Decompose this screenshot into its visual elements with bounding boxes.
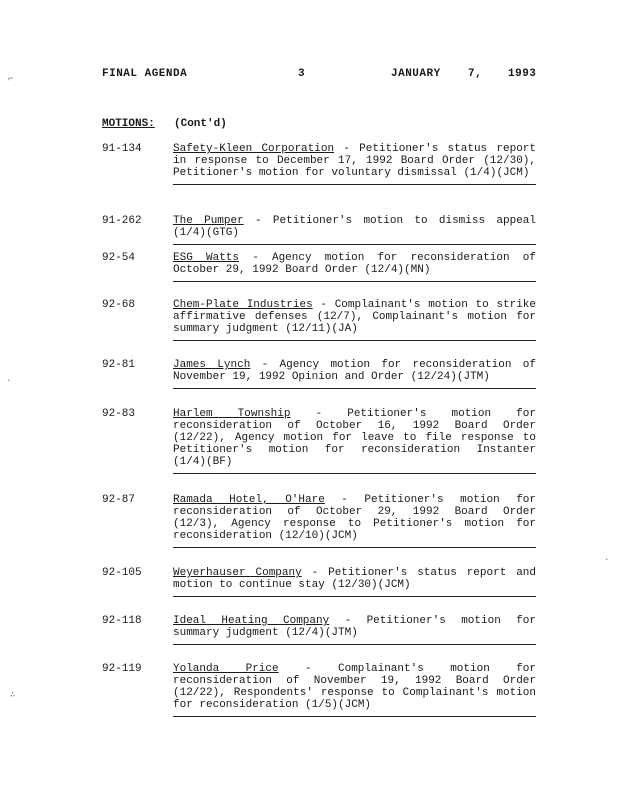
scan-speck: ·	[6, 376, 12, 386]
motion-description: - Petitioner's status report in response to December 17, 1992 Board Order (12/30), Petitioner's motion for voluntary dismissal (1/4)(JCM)	[173, 143, 536, 179]
party-name: James Lynch	[173, 359, 251, 371]
motion-description: - Agency motion for reconsideration of November 19, 1992 Opinion and Order (12/24)(JTM)	[173, 359, 536, 383]
scan-speck: ⌐	[8, 74, 14, 84]
docket-number: 91-262	[102, 215, 142, 227]
docket-number: 92-87	[102, 494, 136, 506]
motion-text	[173, 663, 536, 717]
docket-number: 92-54	[102, 252, 136, 264]
party-name: Safety-Kleen Corporation	[173, 143, 335, 155]
scan-speck: ∴	[10, 690, 16, 700]
motion-item	[102, 252, 536, 282]
motion-text	[173, 408, 536, 474]
docket-number: 92-83	[102, 408, 136, 420]
motion-text	[173, 215, 536, 245]
header-year: 1993	[508, 68, 537, 80]
section-continued: (Cont'd)	[174, 118, 227, 130]
section-heading	[102, 118, 227, 130]
party-name: Weyerhauser Company	[173, 567, 302, 579]
docket-number: 92-118	[102, 615, 142, 627]
motion-description: - Petitioner's motion for reconsideration of October 16, 1992 Board Order (12/22), Agency motion for leave to file response to Petitioner's motion for reconsideration Instanter (1/4)(BF)	[173, 408, 536, 468]
motion-text	[173, 252, 536, 282]
party-name: Yolanda Price	[173, 663, 279, 675]
motion-item	[102, 408, 536, 474]
motion-description: - Complainant's motion to strike affirmative defenses (12/7), Complainant's motion for summary judgment (12/11)(JA)	[173, 299, 536, 335]
agenda-title: FINAL AGENDA	[102, 68, 188, 80]
docket-number: 92-119	[102, 663, 142, 675]
motion-item	[102, 663, 536, 717]
motion-text	[173, 494, 536, 548]
party-name: The Pumper	[173, 215, 244, 227]
motion-description: - Petitioner's motion for reconsideration of October 29, 1992 Board Order (12/3), Agency response to Petitioner's motion for reconsideration (12/10)(JCM)	[173, 494, 536, 542]
motion-text	[173, 615, 536, 645]
motion-description: - Petitioner's status report and motion to continue stay (12/30)(JCM)	[173, 567, 536, 591]
scan-speck: ·	[604, 555, 610, 565]
party-name: Ideal Heating Company	[173, 615, 330, 627]
motion-text	[173, 359, 536, 389]
party-name: Ramada Hotel, O'Hare	[173, 494, 325, 506]
party-name: Chem-Plate Industries	[173, 299, 313, 311]
docket-number: 92-68	[102, 299, 136, 311]
header-day: 7,	[468, 68, 483, 80]
motion-item	[102, 615, 536, 645]
motion-text	[173, 567, 536, 597]
section-label: MOTIONS:	[102, 118, 155, 130]
motion-description: - Agency motion for reconsideration of October 29, 1992 Board Order (12/4)(MN)	[173, 252, 536, 276]
docket-number: 91-134	[102, 143, 142, 155]
motion-item	[102, 359, 536, 389]
docket-number: 92-105	[102, 567, 142, 579]
motion-description: - Petitioner's motion to dismiss appeal (1/4)(GTG)	[173, 215, 536, 239]
motion-description: - Complainant's motion for reconsideration of November 19, 1992 Board Order (12/22), Respondents' response to Complainant's motion for reconsideration (1/5)(JCM)	[173, 663, 536, 711]
motion-description: - Petitioner's motion for summary judgment (12/4)(JTM)	[173, 615, 536, 639]
party-name: Harlem Township	[173, 408, 291, 420]
header-month: JANUARY	[391, 68, 441, 80]
motion-item	[102, 299, 536, 341]
motion-text	[173, 299, 536, 341]
page-number: 3	[298, 68, 306, 80]
docket-number: 92-81	[102, 359, 136, 371]
motion-text	[173, 143, 536, 185]
party-name: ESG Watts	[173, 252, 239, 264]
motion-item	[102, 143, 536, 185]
motion-item	[102, 567, 536, 597]
motion-item	[102, 494, 536, 548]
motion-item	[102, 215, 536, 245]
